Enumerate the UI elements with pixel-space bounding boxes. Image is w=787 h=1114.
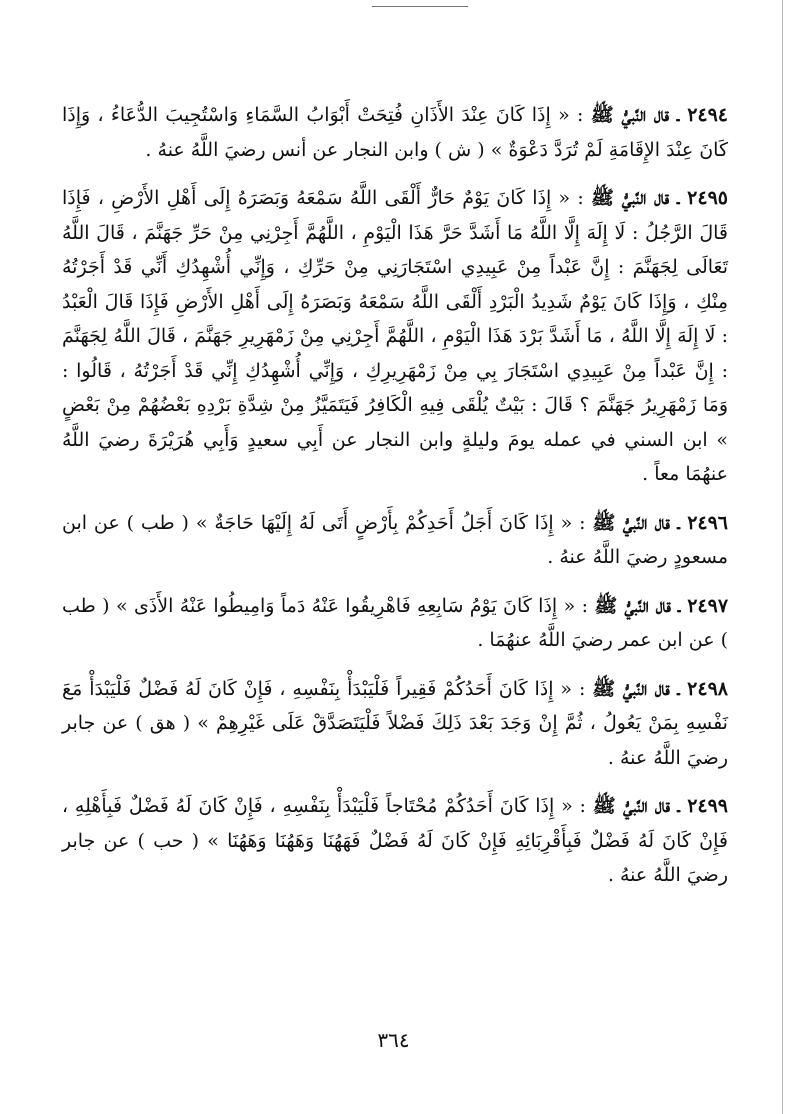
hadith-text: إِذَا كَانَ يَوْمُ سَابِعِهِ فَاهْرِيقُوا عَنْهُ دَماً وَامِيطُوا عَنْهُ الأَذَى — [133, 594, 558, 617]
hadith-list — [62, 98, 728, 907]
hadith-source: ( طب ) عن ابن مسعودٍ رضيَ اللَّهُ عنهُ . — [62, 511, 728, 568]
hadith-text: إِذَا كَانَ أَحَدُكُمْ فَقِيراً فَلْيَبْدَأْ بِنَفْسِهِ ، فَإِنْ كَانَ لَهُ فَضْلٌ فَلْيَبْدَأْ مَعَ نَفْسِهِ بِمَنْ يَعُولُ ، ثُمَّ إِنْ وَجَدَ بَعْدَ ذَلِكَ فَضْلاً فَلْيَتَصَدَّقْ عَلَى غَيْرِهِمْ — [62, 677, 728, 734]
hadith-text: إِذَا كَانَ عِنْدَ الأَذَانِ فُتِحَتْ أَبْوَابُ السَّمَاءِ وَاسْتُجِيبَ الدُّعَاءُ ، وَإِذَا كَانَ عِنْدَ الإِقَامَةِ لَمْ تُرَدَّ دَعْوَةٌ — [62, 104, 728, 161]
hadith-number: ٢٤٩٩ — [687, 795, 729, 817]
hadith-text: إِذَا كَانَ أَحَدُكُمْ مُحْتَاجاً فَلْيَبْدَأْ بِنَفْسِهِ ، فَإِنْ كَانَ لَهُ فَضْلٌ فَبِأَهْلِهِ ، فَإِنْ كَانَ لَهُ فَضْلٌ فَبِأَقْرِبَائِهِ فَإِنْ كَانَ لَهُ فَضْلٌ فَهَهُنَا وَهَهُنَا وَهَهُنَا — [62, 795, 728, 852]
hadith-entry: ٢٤٩٧ ـ قال النَّبيُّ ﷺ : « إِذَا كَانَ يَوْمُ سَابِعِهِ فَاهْرِيقُوا عَنْهُ دَماً وَامِيطُوا عَنْهُ الأَذَى » ( طب ) عن ابن عمر رضيَ اللَّهُ عنهُمَا . — [62, 594, 729, 651]
hadith-source: ( طب ) عن ابن عمر رضيَ اللَّهُ عنهُمَا . — [62, 594, 728, 651]
page-edge-rule — [782, 0, 783, 1114]
hadith-lead: قال النَّبيُّ ﷺ — [590, 104, 670, 126]
hadith-number: ٢٤٩٥ — [687, 187, 728, 209]
hadith-source: ( حب ) عن جابر رضيَ اللَّهُ عنهُ . — [62, 829, 728, 886]
hadith-source: ( ش ) وابن النجار عن أنس رضيَ اللَّهُ عنهُ . — [145, 138, 485, 161]
hadith-number: ٢٤٩٦ — [687, 511, 729, 534]
hadith-lead: قال النَّبيُّ ﷺ — [594, 594, 671, 617]
hadith-lead: قال النَّبيُّ ﷺ — [592, 511, 670, 534]
hadith-source: ( هق ) عن جابر رضيَ اللَّهُ عنهُ . — [62, 712, 728, 769]
hadith-lead: قال النَّبيُّ ﷺ — [592, 795, 671, 817]
hadith-text: إِذَا كَانَ أَجَلُ أَحَدِكُمْ بِأَرْضٍ أَتَى لَهُ إِلَيْهَا حَاجَةٌ — [214, 511, 554, 534]
hadith-entry: ٢٤٩٥ ـ قال النَّبيُّ ﷺ : « إِذَا كَانَ يَوْمٌ حَارٌّ أَلْقَى اللَّهُ سَمْعَهُ وَبَصَرَهُ إِلَى أَهْلِ الأَرْضِ ، فَإِذَا قَالَ الرَّجُلُ : لَا إِلَهَ إِلَّا اللَّهُ مَا أَشَدَّ حَرَّ هَذَا الْيَوْمِ ، اللَّهُمَّ أَجِرْنِي مِنْ حَرِّ جَهَنَّمَ ، قَالَ اللَّهُ تَعَالَى لِجَهَنَّمَ : إِنَّ عَبْداً مِنْ عَبِيدِي اسْتَجَارَنِي مِنْ حَرِّكِ ، وَإِنِّي أُشْهِدُكِ أَنِّي قَدْ أَجَرْتُهُ مِنْكِ ، وَإِذَا كَانَ يَوْمٌ شَدِيدُ الْبَرْدِ أَلْقَى اللَّهُ سَمْعَهُ وَبَصَرَهُ إِلَى أَهْلِ الأَرْضِ فَإِذَا قَالَ الْعَبْدُ : لَا إِلَهَ إِلَّا اللَّهُ ، مَا أَشَدَّ بَرْدَ هَذَا الْيَوْمِ ، اللَّهُمَّ أَجِرْنِي مِنْ زَمْهَرِيرِ جَهَنَّمَ ، قَالَ اللَّهُ لِجَهَنَّمَ : إِنَّ عَبْداً مِنْ عَبِيدِي اسْتَجَارَ بِي مِنْ زَمْهَرِيرِكِ ، وَإِنِّي أُشْهِدُكِ إِنِّي قَدْ أَجَرْتُهُ ، قَالُوا : وَمَا زَمْهَرِيرُ جَهَنَّمَ ؟ قَالَ : بَيْتٌ يُلْقَى فِيهِ الْكَافِرُ فَيَتَمَيَّزُ مِنْ شِدَّةِ بَرْدِهِ بَعْضُهُمْ مِنْ بَعْضٍ » ابن السني في عمله يومَ وليلةٍ وابن النجار عن أَبِي سعيدٍ وَأَبِي هُرَيْرَةَ رضيَ اللَّهُ عنهُمَا معاً . — [62, 187, 728, 485]
hadith-source: ابن السني في عمله يومَ وليلةٍ وابن النجار عن أَبِي سعيدٍ وَأَبِي هُرَيْرَةَ رضيَ اللَّهُ عنهُمَا معاً . — [62, 428, 728, 485]
hadith-number: ٢٤٩٨ — [687, 677, 728, 700]
top-rule — [372, 6, 468, 7]
hadith-lead: قال النَّبيُّ ﷺ — [592, 677, 670, 700]
hadith-entry: ٢٤٩٦ ـ قال النَّبيُّ ﷺ : « إِذَا كَانَ أَجَلُ أَحَدِكُمْ بِأَرْضٍ أَتَى لَهُ إِلَيْهَا حَاجَةٌ » ( طب ) عن ابن مسعودٍ رضيَ اللَّهُ عنهُ . — [62, 511, 729, 568]
hadith-number: ٢٤٩٤ — [687, 104, 729, 126]
hadith-text: إِذَا كَانَ يَوْمٌ حَارٌّ أَلْقَى اللَّهُ سَمْعَهُ وَبَصَرَهُ إِلَى أَهْلِ الأَرْضِ ، فَإِذَا قَالَ الرَّجُلُ : لَا إِلَهَ إِلَّا اللَّهُ مَا أَشَدَّ حَرَّ هَذَا الْيَوْمِ ، اللَّهُمَّ أَجِرْنِي مِنْ حَرِّ جَهَنَّمَ ، قَالَ اللَّهُ تَعَالَى لِجَهَنَّمَ : إِنَّ عَبْداً مِنْ عَبِيدِي اسْتَجَارَنِي مِنْ حَرِّكِ ، وَإِنِّي أُشْهِدُكِ أَنِّي قَدْ أَجَرْتُهُ مِنْكِ ، وَإِذَا كَانَ يَوْمٌ شَدِيدُ الْبَرْدِ أَلْقَى اللَّهُ سَمْعَهُ وَبَصَرَهُ إِلَى أَهْلِ الأَرْضِ فَإِذَا قَالَ الْعَبْدُ : لَا إِلَهَ إِلَّا اللَّهُ ، مَا أَشَدَّ بَرْدَ هَذَا الْيَوْمِ ، اللَّهُمَّ أَجِرْنِي مِنْ زَمْهَرِيرِ جَهَنَّمَ ، قَالَ اللَّهُ لِجَهَنَّمَ : إِنَّ عَبْداً مِنْ عَبِيدِي اسْتَجَارَ بِي مِنْ زَمْهَرِيرِكِ ، وَإِنِّي أُشْهِدُكِ إِنِّي قَدْ أَجَرْتُهُ ، قَالُوا : وَمَا زَمْهَرِيرُ جَهَنَّمَ ؟ قَالَ : بَيْتٌ يُلْقَى فِيهِ الْكَافِرُ فَيَتَمَيَّزُ مِنْ شِدَّةِ بَرْدِهِ بَعْضُهُمْ مِنْ بَعْضٍ — [62, 187, 728, 416]
hadith-number: ٢٤٩٧ — [687, 594, 729, 617]
page-number: ٣٦٤ — [377, 1028, 410, 1052]
hadith-entry: ٢٤٩٨ ـ قال النَّبيُّ ﷺ : « إِذَا كَانَ أَحَدُكُمْ فَقِيراً فَلْيَبْدَأْ بِنَفْسِهِ ، فَإِنْ كَانَ لَهُ فَضْلٌ فَلْيَبْدَأْ مَعَ نَفْسِهِ بِمَنْ يَعُولُ ، ثُمَّ إِنْ وَجَدَ بَعْدَ ذَلِكَ فَضْلاً فَلْيَتَصَدَّقْ عَلَى غَيْرِهِمْ » ( هق ) عن جابر رضيَ اللَّهُ عنهُ . — [62, 677, 728, 769]
hadith-entry: ٢٤٩٩ ـ قال النَّبيُّ ﷺ : « إِذَا كَانَ أَحَدُكُمْ مُحْتَاجاً فَلْيَبْدَأْ بِنَفْسِهِ ، فَإِنْ كَانَ لَهُ فَضْلٌ فَبِأَهْلِهِ ، فَإِنْ كَانَ لَهُ فَضْلٌ فَبِأَقْرِبَائِهِ فَإِنْ كَانَ لَهُ فَضْلٌ فَهَهُنَا وَهَهُنَا وَهَهُنَا » ( حب ) عن جابر رضيَ اللَّهُ عنهُ . — [62, 795, 729, 886]
hadith-entry: ٢٤٩٤ ـ قال النَّبيُّ ﷺ : « إِذَا كَانَ عِنْدَ الأَذَانِ فُتِحَتْ أَبْوَابُ السَّمَاءِ وَاسْتُجِيبَ الدُّعَاءُ ، وَإِذَا كَانَ عِنْدَ الإِقَامَةِ لَمْ تُرَدَّ دَعْوَةٌ » ( ش ) وابن النجار عن أنس رضيَ اللَّهُ عنهُ . — [62, 104, 729, 161]
hadith-lead: قال النَّبيُّ ﷺ — [591, 187, 670, 209]
